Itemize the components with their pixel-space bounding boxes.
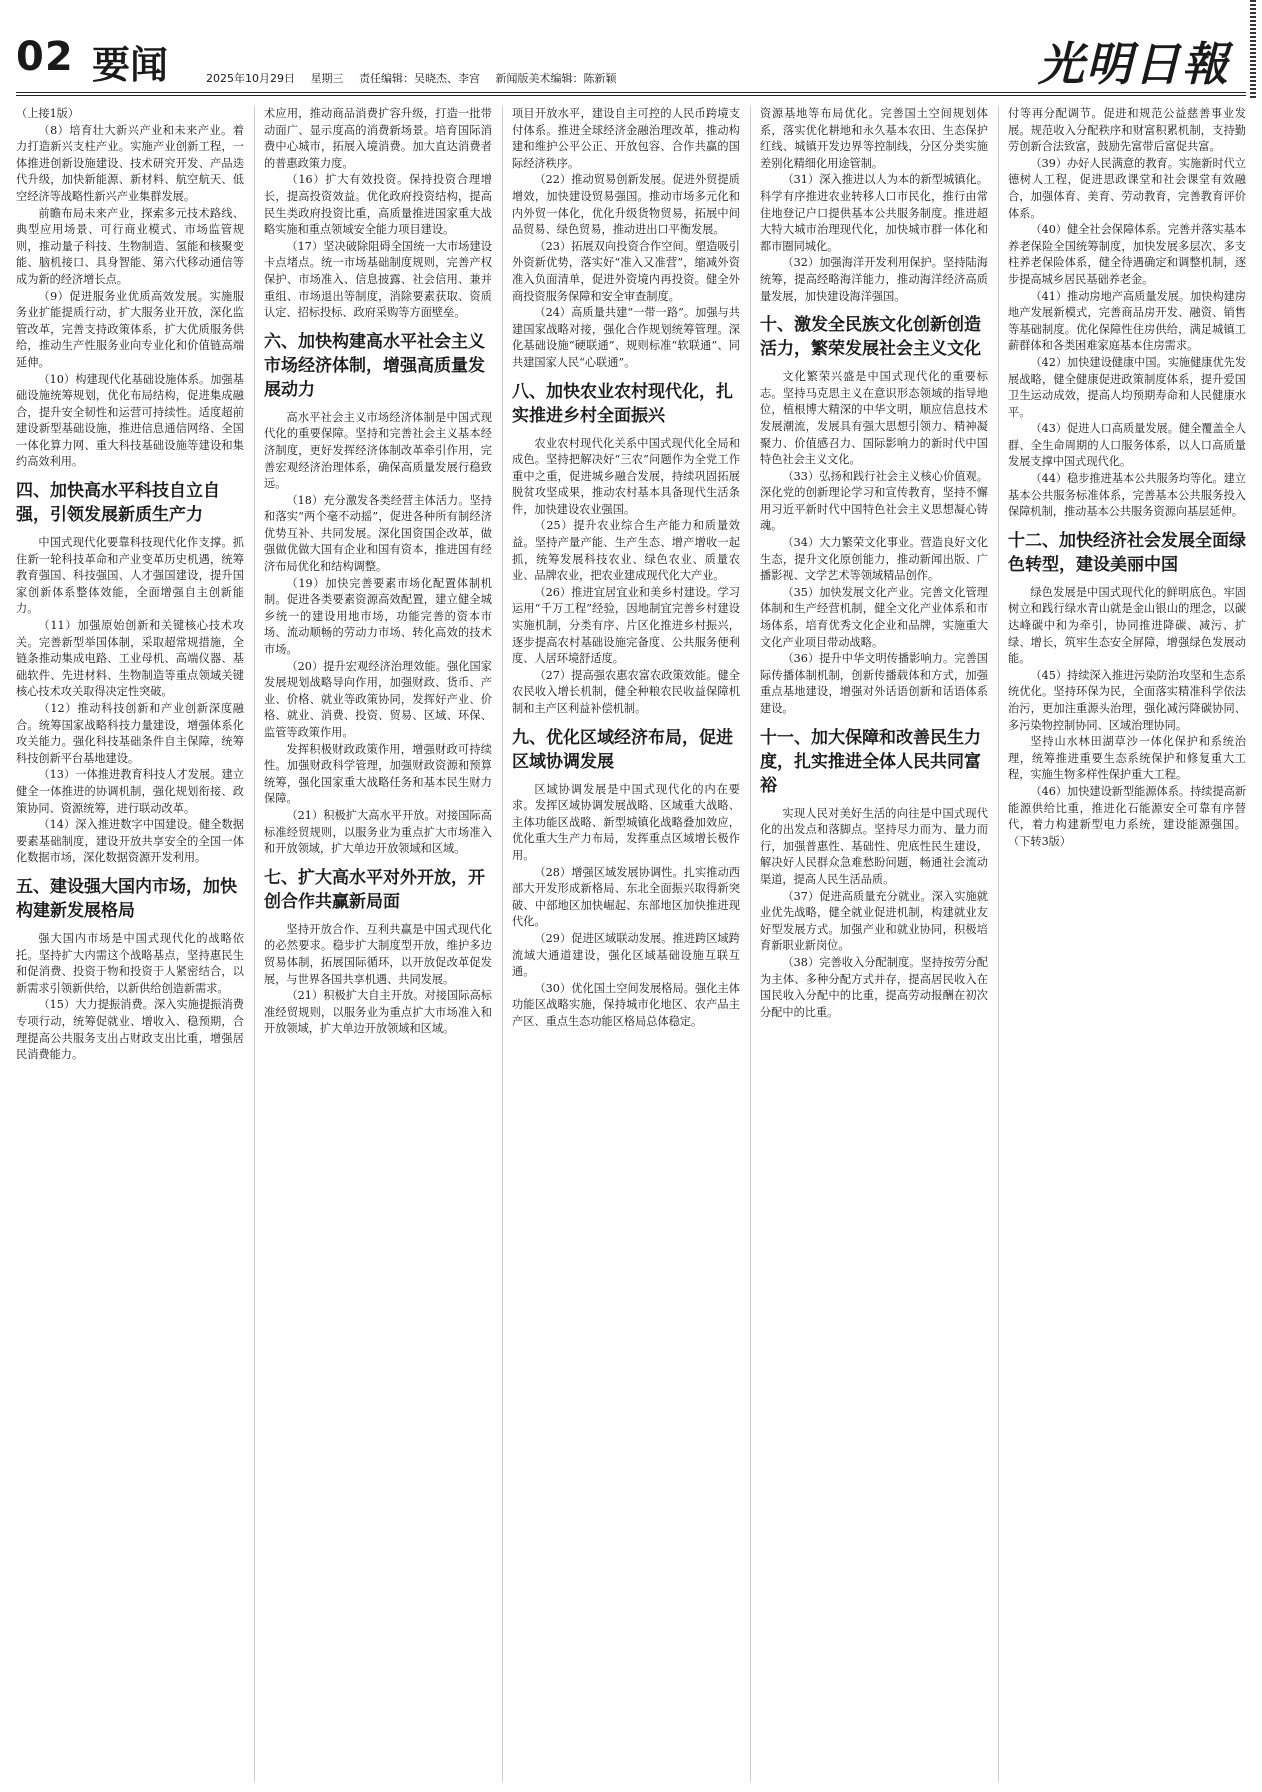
section-heading: 十、激发全民族文化创新创造活力，繁荣发展社会主义文化 [760,315,981,360]
article-paragraph: 坚持山水林田湖草沙一体化保护和系统治理，统筹推进重要生态系统保护和修复重大工程，实施生物多样性保护重大工程。 [1008,735,1246,782]
article-paragraph: 坚持开放合作、互利共赢是中国式现代化的必然要求。稳步扩大制度型开放，维护多边贸易体制，拓展国际循环，以开放促改革促发展，与世界各国共享机遇、共同发展。 [264,922,492,986]
section-heading: 六、加快构建高水平社会主义市场经济体制，增强高质量发展动力 [264,331,485,400]
section-heading: 十一、加大保障和改善民生力度，扎实推进全体人民共同富裕 [760,727,981,796]
article-paragraph: （21）积极扩大高水平开放。对接国际高标准经贸规则，以服务业为重点扩大市场准入和开放领域，扩大单边开放领域和区域。 [264,808,492,856]
article-paragraph: （14）深入推进数字中国建设。健全数据要素基础制度，建设开放共享安全的全国一体化数据市场，深化数据资源开发利用。 [16,818,244,865]
article-paragraph: 区域协调发展是中国式现代化的内在要求。发挥区域协调发展战略、区域重大战略、主体功能区战略、新型城镇化战略叠加效应，优化重大生产力布局，发挥重点区域增长极作用。 [512,782,740,862]
article-paragraph: （11）加强原始创新和关键核心技术攻关。完善新型举国体制，采取超常规措施，全链条推动集成电路、工业母机、高端仪器、基础软件、先进材料、生物制造等重点领域关键核心技术攻关取得决定性突破。 [16,619,244,699]
article-paragraph: 发挥积极财政政策作用，增强财政可持续性。加强财政科学管理，加强财政资源和预算统筹，强化国家重大战略任务和基本民生财力保障。 [264,742,492,806]
article-paragraph: 术应用，推动商品消费扩容升级，打造一批带动面广、显示度高的消费新场景。培育国际消费中心城市，拓展入境消费。加大直达消费者的普惠政策力度。 [264,107,492,170]
article-paragraph: （25）提升农业综合生产能力和质量效益。坚持产量产能、生产生态、增产增收一起抓，统筹发展科技农业、绿色农业、质量农业、品牌农业，把农业建成现代化大产业。 [512,519,740,583]
header-rule [16,92,1246,93]
article-paragraph: （13）一体推进教育科技人才发展。建立健全一体推进的协调机制，强化规划衔接、政策协同、资源统筹，进行联动改革。 [16,768,244,815]
article-paragraph: （16）扩大有效投资。保持投资合理增长，提高投资效益。优化政府投资结构，提高民生类政府投资比重，高质量推进国家重大战略实施和重点领域安全能力项目建设。 [264,173,492,237]
article-paragraph: （34）大力繁荣文化事业。营造良好文化生态，提升文化原创能力，推动新闻出版、广播影视、文学艺术等领域精品创作。 [760,536,988,583]
article-paragraph: （19）加快完善要素市场化配置体制机制。促进各类要素资源高效配置，建立健全城乡统一的建设用地市场，功能完善的资本市场、流动顺畅的劳动力市场、转化高效的技术市场。 [264,576,492,657]
article-paragraph: （21）积极扩大自主开放。对接国际高标准经贸规则，以服务业为重点扩大市场准入和开放领域，扩大单边开放领域和区域。 [264,989,492,1036]
page-number: 02 [16,34,74,80]
article-paragraph: （43）促进人口高质量发展。健全覆盖全人群、全生命周期的人口服务体系，以人口高质量发展支撑中国式现代化。 [1008,422,1246,469]
article-paragraph: （29）促进区域联动发展。推进跨区域跨流域大通道建设，强化区域基础设施互联互通。 [512,931,740,979]
section-heading: 四、加快高水平科技自立自强，引领发展新质生产力 [16,481,220,526]
column-divider [750,106,751,1782]
column-3 [512,106,740,1782]
section-heading: 八、加快农业农村现代化，扎实推进乡村全面振兴 [512,381,733,426]
article-paragraph: 文化繁荣兴盛是中国式现代化的重要标志。坚持马克思主义在意识形态领域的指导地位，植根博大精深的中华文明，顺应信息技术发展潮流，发展具有强大思想引领力、精神凝聚力、价值感召力、国际影响力的新时代中国特色社会主义文化。 [760,370,988,467]
header-rule-thin [16,95,1246,96]
article-paragraph: （35）加快发展文化产业。完善文化管理体制和生产经营机制，健全文化产业体系和市场体系，培育优秀文化企业和品牌，实施重大文化产业项目带动战略。 [760,585,988,649]
section-heading: 九、优化区域经济布局，促进区域协调发展 [512,727,733,772]
article-paragraph: （46）加快建设新型能源体系。持续提高新能源供给比重，推进化石能源安全可靠有序替代，着力构建新型电力系统，建设能源强国。（下转3版） [1008,784,1246,848]
issue-meta [206,70,629,86]
article-paragraph: 高水平社会主义市场经济体制是中国式现代化的重要保障。坚持和完善社会主义基本经济制度，更好发挥经济体制改革牵引作用，完善宏观经济治理体系，确保高质量发展行稳致远。 [264,410,492,491]
article-paragraph: 中国式现代化要靠科技现代化作支撑。抓住新一轮科技革命和产业变革历史机遇，统筹教育强国、科技强国、人才强国建设，提升国家创新体系整体效能，全面增强自主创新能力。 [16,536,244,616]
article-paragraph: （上接1版） [16,107,80,120]
issue-date: 2025年10月29日 [206,72,295,85]
layout-editor: 新闻版美术编辑：陈新颖 [495,72,617,85]
article-paragraph: （8）培育壮大新兴产业和未来产业。着力打造新兴支柱产业。实施产业创新工程，一体推进创新设施建设、技术研究开发、产品迭代升级，加快新能源、新材料、航空航天、低空经济等战略性新兴产业集群发展。 [16,123,244,203]
article-paragraph: （20）提升宏观经济治理效能。强化国家发展规划战略导向作用，加强财政、货币、产业、价格、就业等政策协同，发挥好产业、价格、就业、消费、投资、贸易、区域、环保、监管等政策作用。 [264,659,492,739]
article-paragraph: （38）完善收入分配制度。坚持按劳分配为主体、多种分配方式并存，提高居民收入在国民收入分配中的比重，提高劳动报酬在初次分配中的比重。 [760,955,988,1019]
article-paragraph: （10）构建现代化基础设施体系。加强基础设施统筹规划，优化布局结构，促进集成融合，提升安全韧性和运营可持续性。适度超前建设新型基础设施，推进信息通信网络、全国一体化算力网、重大科技基础设施等建设和集约高效利用。 [16,372,244,469]
article-columns [16,106,1246,1782]
article-paragraph: 农业农村现代化关系中国式现代化全局和成色。坚持把解决好“三农”问题作为全党工作重中之重，促进城乡融合发展，持续巩固拓展脱贫攻坚成果，推动农村基本具备现代生活条件，加快建设农业强国。 [512,436,740,516]
article-paragraph: 绿色发展是中国式现代化的鲜明底色。牢固树立和践行绿水青山就是金山银山的理念，以碳达峰碳中和为牵引，协同推进降碳、减污、扩绿、增长，筑牢生态安全屏障，增强绿色发展动能。 [1008,585,1246,666]
column-divider [254,106,255,1782]
article-paragraph: （24）高质量共建“一带一路”。加强与共建国家战略对接，强化合作规划统筹管理。深化基础设施“硬联通”、规则标准“软联通”、同共建国家人民“心联通”。 [512,306,740,369]
article-paragraph: （32）加强海洋开发利用保护。坚持陆海统筹，提高经略海洋能力，推动海洋经济高质量发展，加快建设海洋强国。 [760,256,988,303]
column-1 [16,106,244,1782]
section-heading: 五、建设强大国内市场，加快构建新发展格局 [16,876,237,921]
article-paragraph: （40）健全社会保障体系。完善并落实基本养老保险全国统筹制度，加快发展多层次、多支柱养老保险体系，健全待遇确定和调整机制，逐步提高城乡居民基础养老金。 [1008,223,1246,286]
article-paragraph: 项目开放水平，建设自主可控的人民币跨境支付体系。推进全球经济金融治理改革，推动构建和维护公平公正、开放包容、合作共赢的国际经济秩序。 [512,107,740,170]
section-title: 要闻 [92,43,169,87]
section-heading: 十二、加快经济社会发展全面绿色转型，建设美丽中国 [1008,530,1246,575]
article-paragraph: （28）增强区域发展协调性。扎实推动西部大开发形成新格局、东北全面振兴取得新突破、中部地区加快崛起、东部地区加快推进现代化。 [512,865,740,929]
article-paragraph: （30）优化国土空间发展格局。强化主体功能区战略实施，保持城市化地区、农产品主产区、重点生态功能区格局总体稳定。 [512,981,740,1028]
article-paragraph: （9）促进服务业优质高效发展。实施服务业扩能提质行动，扩大服务业开放，深化监管改革，完善支持政策体系，扩大优质服务供给，推动生产性服务业向专业化和价值链高端延伸。 [16,289,244,369]
article-paragraph: （17）坚决破除阻碍全国统一大市场建设卡点堵点。统一市场基础制度规则，完善产权保护、市场准入、信息披露、社会信用、兼并重组、市场退出等制度，消除要素获取、资质认定、招标投标、政府采购等方面壁垒。 [264,239,492,320]
article-paragraph: （26）推进宜居宜业和美乡村建设。学习运用“千万工程”经验，因地制宜完善乡村建设实施机制，分类有序、片区化推进乡村振兴，逐步提高农村基础设施完备度、公共服务便利度、人居环境舒适度。 [512,585,740,666]
article-paragraph: （12）推动科技创新和产业创新深度融合。统筹国家战略科技力量建设，增强体系化攻关能力。强化科技基础条件自主保障，统筹科技创新平台基地建设。 [16,702,244,765]
article-paragraph: （18）充分激发各类经营主体活力。坚持和落实“两个毫不动摇”，促进各种所有制经济优势互补、共同发展。深化国资国企改革，做强做优做大国有企业和国有资本，推进国有经济布局优化和结构调整。 [264,493,492,574]
article-paragraph: （36）提升中华文明传播影响力。完善国际传播体制机制，创新传播载体和方式，加强重点基地建设，增强对外话语创新和话语体系建设。 [760,652,988,715]
article-paragraph: 强大国内市场是中国式现代化的战略依托。坚持扩大内需这个战略基点，坚持惠民生和促消费、投资于物和投资于人紧密结合，以新需求引领新供给，以新供给创造新需求。 [16,931,244,995]
article-paragraph: 实现人民对美好生活的向往是中国式现代化的出发点和落脚点。坚持尽力而为、量力而行，加强普惠性、基础性、兜底性民生建设，解决好人民群众急难愁盼问题，畅通社会流动渠道，提高人民生活品质。 [760,806,988,886]
issue-weekday: 星期三 [310,72,344,85]
article-paragraph: 资源基地等布局优化。完善国土空间规划体系，落实优化耕地和永久基本农田、生态保护红线、城镇开发边界等控制线，分区分类实施差别化精细化用途管制。 [760,107,988,170]
column-5 [1008,106,1246,1782]
column-4 [760,106,988,1782]
article-paragraph: （22）推动贸易创新发展。促进外贸提质增效，加快建设贸易强国。推动市场多元化和内外贸一体化，优化升级货物贸易，拓展中间品贸易、绿色贸易，推动进出口平衡发展。 [512,173,740,237]
column-2 [264,106,492,1782]
article-paragraph: （37）促进高质量充分就业。深入实施就业优先战略，健全就业促进机制，构建就业友好型发展方式。加强产业和就业协同，积极培育新职业新岗位。 [760,889,988,953]
column-divider [998,106,999,1782]
article-paragraph: （45）持续深入推进污染防治攻坚和生态系统优化。坚持环保为民，全面落实精准科学依法治污，更加注重源头治理，强化减污降碳协同、多污染物控制协同、区域治理协同。 [1008,668,1246,732]
article-paragraph: 付等再分配调节。促进和规范公益慈善事业发展。规范收入分配秩序和财富积累机制，支持勤劳创新合法致富，鼓励先富带后富促共富。 [1008,107,1246,154]
masthead-decoration [1250,0,1256,100]
article-paragraph: 前瞻布局未来产业，探索多元技术路线、典型应用场景、可行商业模式、市场监管规则，推动量子科技、生物制造、氢能和核聚变能、脑机接口、具身智能、第六代移动通信等成为新的经济增长点。 [16,206,244,286]
column-divider [502,106,503,1782]
article-paragraph: （39）办好人民满意的教育。实施新时代立德树人工程，促进思政课堂和社会课堂有效融合，加强体育、美育、劳动教育，完善教育评价体系。 [1008,156,1246,220]
article-paragraph: （27）提高强农惠农富农政策效能。健全农民收入增长机制，健全种粮农民收益保障机制和主产区利益补偿机制。 [512,668,740,715]
article-paragraph: （31）深入推进以人为本的新型城镇化。科学有序推进农业转移人口市民化，推行由常住地登记户口提供基本公共服务制度。推进超大特大城市治理现代化，加快城市群一体化和都市圈同城化。 [760,173,988,253]
masthead [0,0,1262,100]
article-paragraph: （41）推动房地产高质量发展。加快构建房地产发展新模式，完善商品房开发、融资、销售等基础制度。优化保障性住房供给，满足城镇工薪群体和各类困难家庭基本住房需求。 [1008,289,1246,353]
responsible-editors: 责任编辑：吴晓杰、李宫 [359,72,480,85]
article-paragraph: （15）大力提振消费。深入实施提振消费专项行动，统筹促就业、增收入、稳预期，合理提高公共服务支出占财政支出比重，增强居民消费能力。 [16,998,244,1062]
section-heading: 七、扩大高水平对外开放，开创合作共赢新局面 [264,867,485,912]
article-paragraph: （23）拓展双向投资合作空间。塑造吸引外资新优势，落实好“准入又准营”，缩减外资准入负面清单，促进外资境内再投资。健全外商投资服务保障和安全审查制度。 [512,239,740,303]
article-paragraph: （33）弘扬和践行社会主义核心价值观。深化党的创新理论学习和宣传教育，坚持不懈用习近平新时代中国特色社会主义思想凝心铸魂。 [760,469,988,533]
article-paragraph: （44）稳步推进基本公共服务均等化。建立基本公共服务标准体系，完善基本公共服务投入保障机制，推动基本公共服务资源向基层延伸。 [1008,472,1246,519]
article-paragraph: （42）加快建设健康中国。实施健康优先发展战略，健全健康促进政策制度体系，提升爱国卫生运动成效，提高人均预期寿命和人民健康水平。 [1008,355,1246,419]
newspaper-logo: 光明日報 [1038,37,1230,91]
